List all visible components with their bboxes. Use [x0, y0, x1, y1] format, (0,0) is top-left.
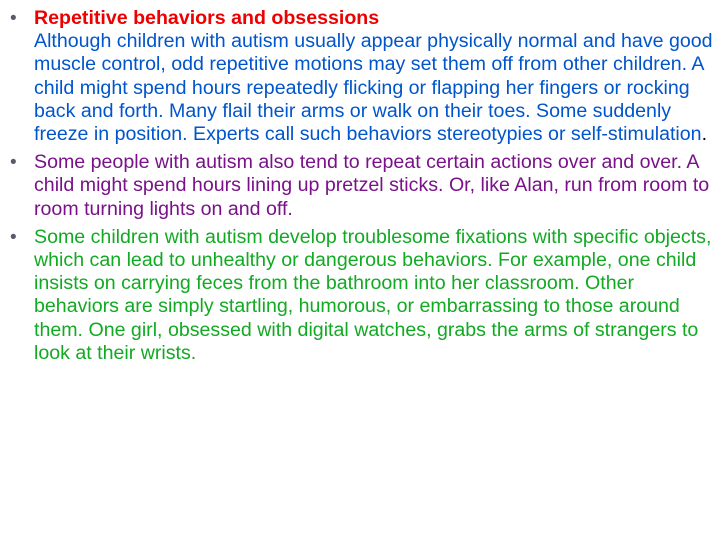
bullet-heading: Repetitive behaviors and obsessions	[34, 7, 380, 29]
bullet-item-repeat-actions	[10, 151, 722, 221]
bullet-item-repetitive-behaviors	[10, 7, 722, 146]
bullet-dot-icon: •	[10, 8, 17, 29]
bullet-dot-icon: •	[10, 226, 17, 248]
bullet-text: Some people with autism also tend to repeat certain actions over and over. A child might spend hours lining up pretzel sticks. Or, like Alan, run from room to room turning lights on and off.	[34, 151, 710, 220]
bullet-dot-icon: •	[10, 152, 17, 174]
bullet-end-period: .	[701, 123, 708, 146]
bullet-item-fixations	[10, 226, 722, 365]
bullet-list	[10, 7, 722, 370]
bullet-text: Some children with autism develop troublesome fixations with specific objects, which can lead to unhealthy or dangerous behaviors. For example, one child insists on carrying feces from the bathroom into her classroom. Other behaviors are simply startling, humorous, or embarrassing to those around them. One girl, obsessed with digital watches, grabs the arms of strangers to look at their wrists.	[34, 225, 712, 364]
bullet-text: Although children with autism usually appear physically normal and have good muscle control, odd repetitive motions may set them off from other children. A child might spend hours repeatedly flicking or flapping her fingers or rocking back and forth. Many flail their arms or walk on their toes. Some suddenly freeze in position. Experts call such behaviors stereotypies or self-stimulation	[34, 30, 713, 146]
